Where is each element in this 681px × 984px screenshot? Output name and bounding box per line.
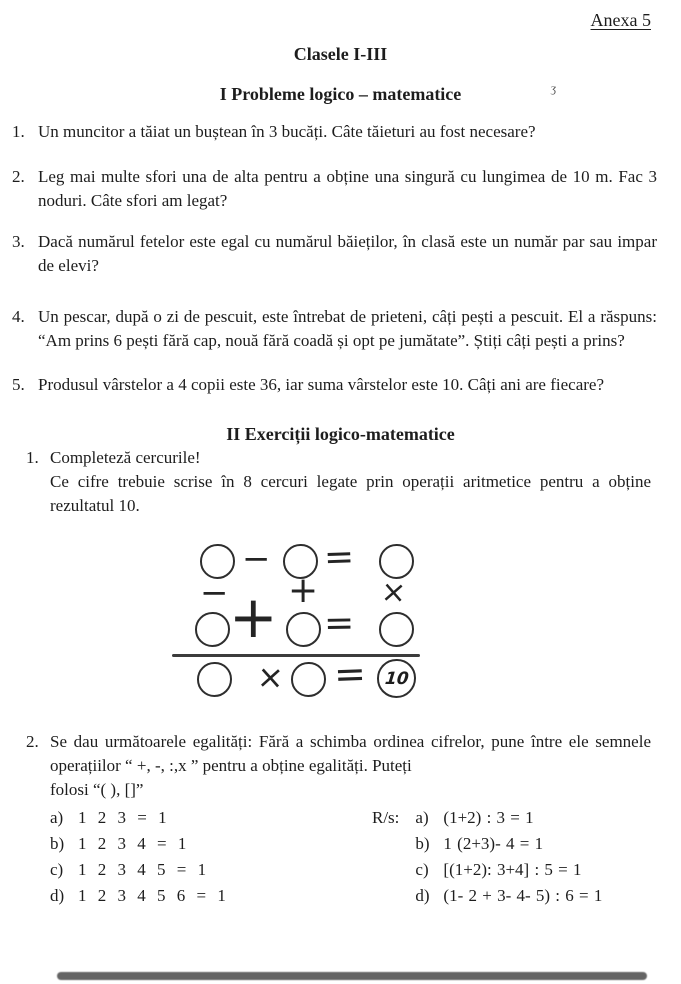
exercise-1-content <box>50 446 681 518</box>
annex-label: Anexa 5 <box>590 10 651 30</box>
exercise-number: 2. <box>26 732 39 751</box>
result-circle <box>377 659 416 698</box>
equation-label: d) <box>50 886 65 905</box>
answer-text: (1- 2 + 3- 4- 5) : 6 = 1 <box>443 886 603 905</box>
answer-item <box>415 883 602 909</box>
answer-circle <box>379 612 414 647</box>
answer-item <box>415 831 602 857</box>
problem-number: 1. <box>12 122 25 141</box>
minus-sign: − <box>242 539 271 579</box>
answer-circle <box>291 662 326 697</box>
equation-text: 1 2 3 4 = 1 <box>78 834 187 853</box>
equation-label: b) <box>50 834 65 853</box>
answers-list <box>415 805 602 909</box>
answer-text: [(1+2): 3+4] : 5 = 1 <box>443 860 582 879</box>
section-1-title-text: I Probleme logico – matematice <box>219 84 462 104</box>
exercise-2-content <box>50 730 681 802</box>
problem-item <box>12 230 681 278</box>
problem-item <box>12 165 681 213</box>
equals-sign: = <box>323 602 355 645</box>
answers-block <box>372 805 602 909</box>
problem-number: 2. <box>12 167 25 186</box>
result-value: 10 <box>383 668 410 689</box>
exercise-2-text: Se dau următoarele egalități: Fără a schimba ordinea cifrelor, pune între ele semnele operațiilor “ +, -, :,x ” pentru a obține egalități. Puteți <box>50 732 651 775</box>
answer-circle <box>286 612 321 647</box>
answer-label: d) <box>415 886 430 905</box>
problem-item <box>12 305 681 353</box>
times-sign: × <box>379 574 408 611</box>
problem-number: 3. <box>12 232 25 251</box>
problem-text: Produsul vârstelor a 4 copii este 36, iar suma vârstelor este 10. Câți ani are fiecare? <box>38 375 604 394</box>
answer-label: a) <box>415 808 429 827</box>
equations-block <box>0 805 681 909</box>
plus-sign: + <box>229 583 278 651</box>
problem-item <box>12 373 681 397</box>
exercise-2-text-line2: folosi “( ), []” <box>50 780 144 799</box>
equation-text: 1 2 3 = 1 <box>78 808 167 827</box>
answer-text: (1+2) : 3 = 1 <box>443 808 534 827</box>
answer-item <box>415 805 602 831</box>
equals-sign: = <box>323 536 355 579</box>
answer-label: b) <box>415 834 430 853</box>
section-2-title-text: II Exerciții logico-matematice <box>226 424 455 444</box>
circles-diagram <box>178 536 428 702</box>
problem-item <box>12 120 681 144</box>
stray-ink-mark: ʒ <box>550 80 558 96</box>
equation-label: a) <box>50 808 64 827</box>
exercise-1-description: Ce cifre trebuie scrise în 8 cercuri legate prin operații aritmetice pentru a obține rezultatul 10. <box>50 472 651 515</box>
equals-sign: = <box>333 651 367 697</box>
section-1-title <box>0 82 681 106</box>
exercise-1-item <box>0 446 681 518</box>
scan-artifact-bar <box>57 972 647 980</box>
rs-label: R/s: <box>372 808 400 827</box>
minus-sign: − <box>200 573 229 613</box>
exercise-number: 1. <box>26 448 39 467</box>
problem-text: Dacă numărul fetelor este egal cu numărul băieților, în clasă este un număr par sau impar de elevi? <box>38 232 657 275</box>
times-sign: × <box>256 657 285 697</box>
answer-circle <box>197 662 232 697</box>
problem-number: 4. <box>12 307 25 326</box>
exercise-2-item <box>0 730 681 802</box>
answer-item <box>415 857 602 883</box>
problem-number: 5. <box>12 375 25 394</box>
answer-circle <box>195 612 230 647</box>
problem-text: Un pescar, după o zi de pescuit, este întrebat de prieteni, câți pești a pescuit. El a răspuns: “Am prins 6 pești fără cap, nouă fără coadă și opt pe jumătate”. Știți câți pești a prins? <box>38 307 657 350</box>
exercise-1-title: Completeză cercurile! <box>50 448 201 467</box>
section-2-title <box>0 422 681 446</box>
problem-text: Leg mai multe sfori una de alta pentru a obține una singură cu lungimea de 10 m. Fac 3 noduri. Câte sfori am legat? <box>38 167 657 210</box>
plus-sign: + <box>288 570 319 611</box>
page-title: Clasele I-III <box>293 44 388 64</box>
sum-line <box>172 654 420 657</box>
equation-label: c) <box>50 860 64 879</box>
equation-text: 1 2 3 4 5 = 1 <box>78 860 207 879</box>
problem-text: Un muncitor a tăiat un buștean în 3 bucăți. Câte tăieturi au fost necesare? <box>38 122 536 141</box>
answer-label: c) <box>415 860 429 879</box>
equation-text: 1 2 3 4 5 6 = 1 <box>78 886 226 905</box>
answer-text: 1 (2+3)- 4 = 1 <box>443 834 544 853</box>
problems-list <box>0 120 681 397</box>
